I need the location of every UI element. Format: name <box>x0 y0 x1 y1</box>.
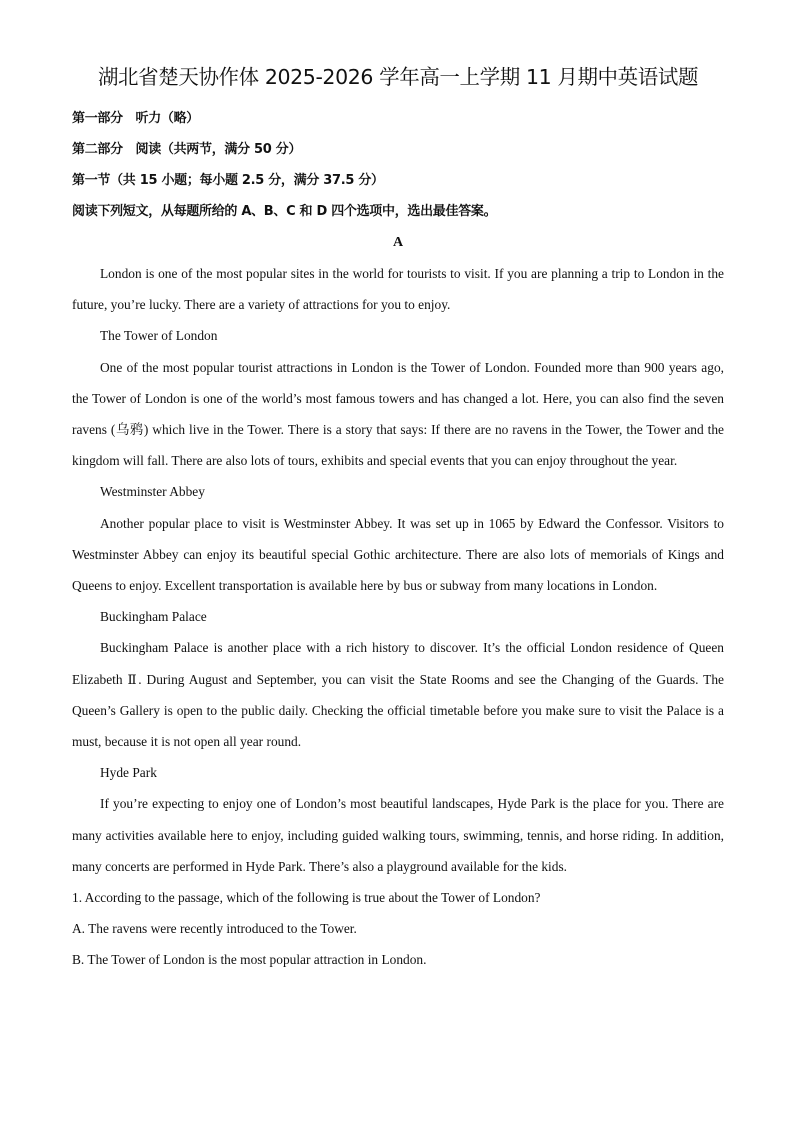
section-text-tower: One of the most popular tourist attractions in London is the Tower of London. Founded more than 900 years ago, the Tower of London is one of the world’s most famous towers and has changed a lot. Here, you can also find the seven ravens (乌鸦) which live in the Tower. There is a story that says: If there are no ravens in the Tower, the Tower and the kingdom will fall. There are also lots of tours, exhibits and special events that you can enjoy throughout the year. <box>72 359 724 469</box>
part-one-header: 第一部分 听力（略） <box>72 111 200 126</box>
option-a: A. The ravens were recently introduced to the Tower. <box>72 921 357 937</box>
question-stem: 1. According to the passage, which of the following is true about the Tower of London? <box>72 890 541 906</box>
passage-label: A <box>392 235 404 250</box>
exam-page <box>72 62 724 976</box>
section-text-palace: Buckingham Palace is another place with a rich history to discover. It’s the official London residence of Queen Elizabeth Ⅱ. During August and September, you can visit the State Rooms and see the Changing of the Guards. The Queen’s Gallery is open to the public daily. Checking the official timetable before you make sure to visit the Palace is a must, because it is not open all year round. <box>72 640 724 750</box>
section-one-header: 第一节（共 15 小题；每小题 2.5 分，满分 37.5 分） <box>72 173 384 188</box>
exam-title: 湖北省楚天协作体 2025-2026 学年高一上学期 11 月期中英语试题 <box>97 65 699 89</box>
option-b: B. The Tower of London is the most popular attraction in London. <box>72 952 427 968</box>
section-heading-park: Hyde Park <box>100 765 157 781</box>
section-heading-tower: The Tower of London <box>100 328 218 344</box>
part-two-header: 第二部分 阅读（共两节，满分 50 分） <box>72 142 302 157</box>
section-text-park: If you’re expecting to enjoy one of London’s most beautiful landscapes, Hyde Park is the place for you. There are many activities available here to enjoy, including guided walking tours, swimming, tennis, and horse riding. In addition, many concerts are performed in Hyde Park. There’s also a playground available for the kids. <box>72 796 724 874</box>
section-text-abbey: Another popular place to visit is Westminster Abbey. It was set up in 1065 by Edward the Confessor. Visitors to Westminster Abbey can enjoy its beautiful special Gothic architecture. There are also lots of memorials of Kings and Queens to enjoy. Excellent transportation is available here by bus or subway from many locations in London. <box>72 515 724 594</box>
section-heading-palace: Buckingham Palace <box>100 609 207 625</box>
passage-intro: London is one of the most popular sites in the world for tourists to visit. If you are planning a trip to London in the future, you’re lucky. There are a variety of attractions for you to enjoy. <box>72 266 724 313</box>
section-heading-abbey: Westminster Abbey <box>100 484 205 500</box>
reading-instructions: 阅读下列短文，从每题所给的 A、B、C 和 D 四个选项中，选出最佳答案。 <box>72 204 497 219</box>
